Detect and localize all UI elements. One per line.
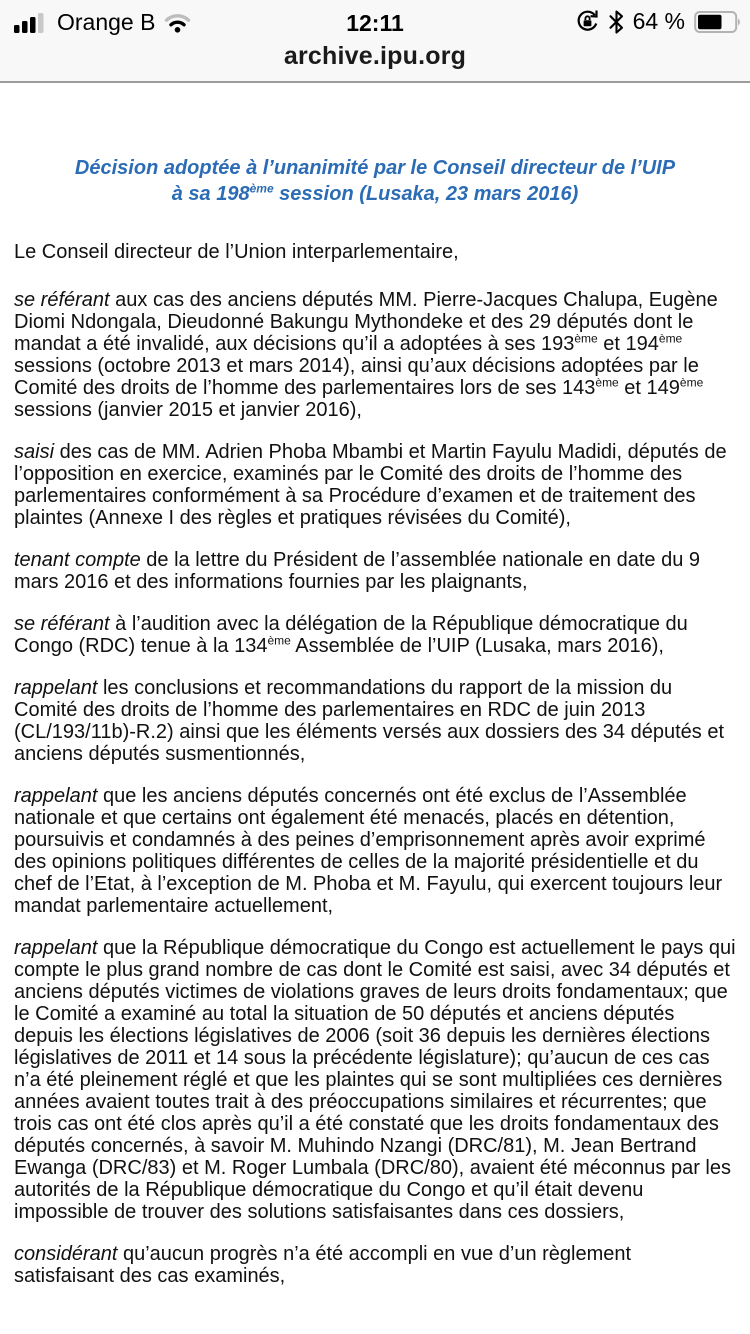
text-run: des cas de MM. Adrien Phoba Mbambi et Martin Fayulu Madidi, députés de l’opposition en exercice, examinés par le Comité des droits de l’homme des parlementaires conformément à sa Procédure d’examen et de traitement des plaintes (Annexe I des règles et pratiques révisées du Comité),: [14, 441, 727, 529]
bluetooth-icon: [609, 10, 624, 34]
text-run: sessions (janvier 2015 et janvier 2016),: [14, 399, 362, 421]
text-run: considérant: [14, 1243, 118, 1265]
url-text[interactable]: archive.ipu.org: [283, 42, 467, 70]
title-line: [20, 155, 730, 181]
battery-percent-label: 64 %: [632, 8, 685, 34]
superscript-text: ème: [249, 181, 274, 196]
text-run: saisi: [14, 441, 55, 463]
status-bar: [0, 0, 750, 44]
text-run: se référant: [14, 613, 110, 635]
text-run: Décision adoptée à l’unanimité par le Conseil directeur de l’UIP: [74, 157, 676, 179]
text-run: que la République démocratique du Congo est actuellement le pays qui compte le plus grand nombre de cas dont le Comité est saisi, avec 34 députés et anciens députés victimes de violations graves de leurs droits fondamentaux; que le Comité a examiné au total la situation de 50 députés et anciens députés depuis les élections législatives de 2006 (soit 36 depuis les dernières élections législatives de 2011 et 14 sous la précédente législature); qu’aucun de ces cas n’a été pleinement réglé et que les plaintes qui se sont multipliées ces dernières années avaient toutes trait à des préoccupations similaires et récurrentes; que trois cas ont été clos après qu’il a été constaté que les droits fondamentaux des députés concernés, à savoir M. Muhindo Nzangi (DRC/81), M. Jean Bertrand Ewanga (DRC/83) et M. Roger Lumbala (DRC/80), avaient été méconnus par les autorités de la République démocratique du Congo et qu’il était devenu impossible de trouver des solutions satisfaisantes dans ces dossiers,: [14, 937, 736, 1223]
text-run: les conclusions et recommandations du rapport de la mission du Comité des droits de l’homme des parlementaires en RDC de juin 2013 (CL/193/11b)-R.2) ainsi que les éléments versés aux dossiers des 34 députés et anciens députés susmentionnés,: [14, 677, 725, 765]
text-run: sessions (octobre 2013 et mars 2014), ainsi qu’aux décisions adoptées par le Comité des droits de l’homme des parlementaires lors de ses 143: [14, 355, 699, 399]
text-run: à l’audition avec la délégation de la République démocratique du Congo (RDC) tenue à la 134: [14, 613, 688, 657]
paragraph: [14, 937, 736, 1223]
battery-icon: [694, 10, 742, 34]
superscript-text: ème: [574, 331, 598, 346]
document-title: [20, 155, 730, 207]
paragraph: [14, 1243, 736, 1287]
text-run: à sa 198: [171, 183, 250, 205]
superscript-text: ème: [267, 633, 291, 648]
paragraph: [14, 785, 736, 917]
superscript-text: ème: [595, 375, 619, 390]
carrier-label: Orange B: [57, 9, 156, 35]
text-run: de la lettre du Président de l’assemblée nationale en date du 9 mars 2016 et des informations fournies par les plaignants,: [14, 549, 701, 593]
text-run: rappelant: [14, 785, 98, 807]
status-clock: 12:11: [346, 10, 404, 36]
document-intro: Le Conseil directeur de l’Union interparlementaire,: [14, 241, 459, 263]
browser-top-bar: [0, 0, 750, 83]
title-line: [20, 181, 730, 207]
document-paragraphs: [14, 289, 736, 1287]
paragraph: [14, 441, 736, 529]
text-run: que les anciens députés concernés ont été exclus de l’Assemblée nationale et que certains ont également été menacés, placés en détention, poursuivis et condamnés à des peines d’emprisonnement après avoir exprimé des opinions politiques différentes de celles de la majorité présidentielle et du chef de l’Etat, à l’exception de M. Phoba et M. Fayulu, qui exercent toujours leur mandat parlementaire actuellement,: [14, 785, 723, 917]
text-run: et 149: [618, 377, 680, 399]
text-run: qu’aucun progrès n’a été accompli en vue d’un règlement satisfaisant des cas examinés,: [14, 1243, 632, 1287]
address-bar[interactable]: [0, 42, 750, 71]
paragraph: [14, 289, 736, 421]
paragraph: [14, 549, 736, 593]
rotation-lock-icon: [575, 9, 600, 34]
status-right-cluster: [575, 8, 742, 35]
superscript-text: ème: [679, 375, 704, 390]
text-run: rappelant: [14, 677, 98, 699]
paragraph: [14, 613, 736, 657]
text-run: et 194: [597, 333, 659, 355]
text-run: rappelant: [14, 937, 98, 959]
text-run: aux cas des anciens députés MM. Pierre-Jacques Chalupa, Eugène Diomi Ndongala, Dieudonné Bakungu Mythondeke et des 29 députés dont le mandat a été invalidé, aux décisions qu’il a adoptées à ses 193: [14, 289, 718, 355]
superscript-text: ème: [658, 331, 683, 346]
text-run: se référant: [14, 289, 110, 311]
web-page-content: [0, 85, 750, 1307]
text-run: session (Lusaka, 23 mars 2016): [273, 183, 579, 205]
text-run: Assemblée de l’UIP (Lusaka, mars 2016),: [290, 635, 664, 657]
paragraph: [14, 677, 736, 765]
text-run: tenant compte: [14, 549, 141, 571]
